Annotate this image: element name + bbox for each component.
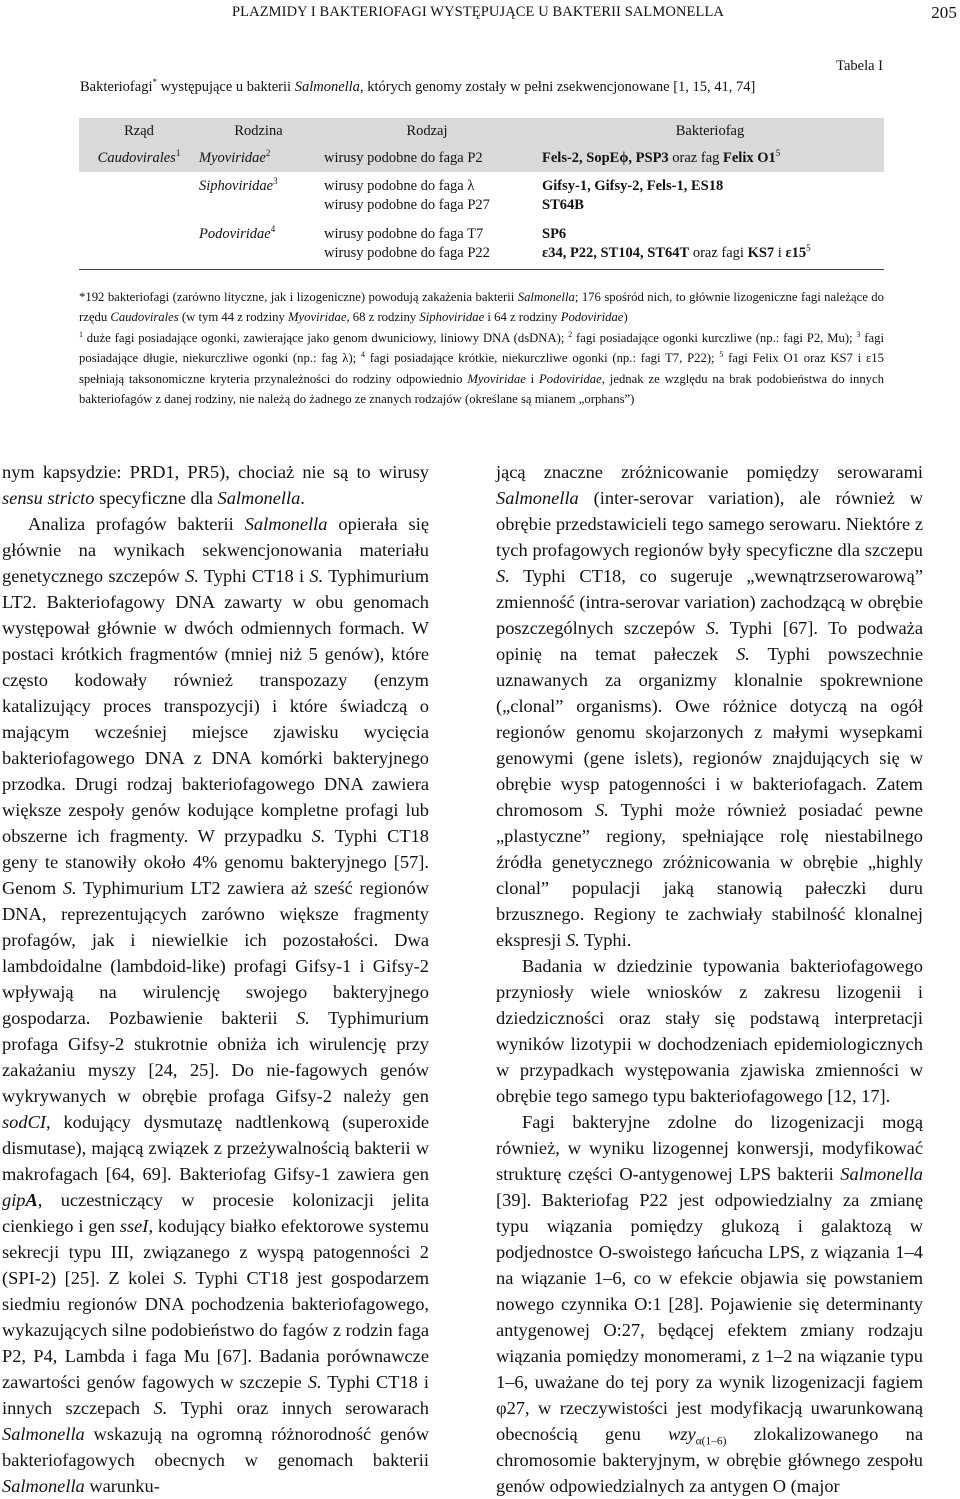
table-header-row [79,118,884,145]
cell-phage: SP6 ε34, P22, ST104, ST64T oraz fagi KS7 i $\varepsilon 15^5$ [542,226,811,261]
table-row [79,145,884,172]
header-cell-phage: Bakteriofag [536,118,884,145]
header-cell-genus: Rodzaj [318,118,536,145]
header-cell-family: Rodzina [199,118,318,145]
table-caption: Bakteriofagi* występujące u bakterii Salmonella, których genomy zostały w pełni zsekwencjonowane [1, 15, 41, 74] [80,77,756,95]
table-row [79,221,884,270]
cell-phage: Gifsy-1, Gifsy-2, Fels-1, ES18 ST64B [542,178,724,213]
cell-genus: wirusy podobne do faga λ wirusy podobne do faga P27 [324,178,490,213]
body-column-left [2,459,429,1499]
running-title: PLAZMIDY I BAKTERIOFAGI WYSTĘPUJĄCE U BAKTERII SALMONELLA [232,4,724,20]
body-column-right [496,459,923,1499]
table-row [79,172,884,221]
cell-family: Podoviridae$^4$ [199,224,276,242]
cell-order [79,221,199,270]
running-head [232,3,957,22]
cell-family: Siphoviridae$^3$ [199,176,278,194]
table-footnote: *192 bakteriofagi (zarówno lityczne, jak i lizogeniczne) powodują zakażenia bakterii Salmonella; 176 spośród nich, to głównie lizogeniczne fagi należące do rzędu Caudovirales (w tym 44 z rodziny Myoviridae, 68 z rodziny Siphoviridae i 64 z rodziny Podoviridae) $^1$ duże fagi posiadające ogonki, zawierające jako genom dwuniciowy, liniowy DNA (dsDNA); $^2$ fagi posiadające ogonki kurczliwe (np.: fagi P2, Mu); $^3$ fagi posiadające długie, niekurczliwe ogonki (np.: fag λ); $^4$ fagi posiadające krótkie, niekurczliwe ogonki (np.: fagi T7, P22); $^5$ fagi Felix O1 oraz KS7 i ε15 spełniają taksonomiczne kryteria przynależności do rodziny odpowiednio Myoviridae i Podoviridae, jednak ze względu na brak podobieństwa do innych bakteriofagów z danej rodziny, nie należą do żadnego ze znanych rodzajów (określane są mianem „orphans”) [79,290,885,407]
cell-genus: wirusy podobne do faga T7 wirusy podobne do faga P22 [324,226,490,261]
header-cell-order: Rząd [79,118,199,145]
paragraph: nym kapsydzie: PRD1, PR5), chociaż nie są to wirusy sensu stricto specyficzne dla Salmonella. [2,462,429,508]
page-number: 205 [931,3,957,22]
cell-order [79,172,199,221]
paragraph: jącą znaczne zróżnicowanie pomiędzy serowarami Salmonella (inter-serovar variation), ale również w obrębie przedstawicieli tego samego serowaru. Niektóre z tych profagowych regionów były specyficzne dla szczepu S. Typhi CT18, co sugeruje „wewnątrzserowarową” zmienność (intra-serovar variation) zachodzącą w obrębie poszczególnych szczepów S. Typhi [67]. To podważa opinię na temat pałeczek S. Typhi powszechnie uznawanych za organizmy klonalnie spokrewnione („clonal” organisms). Owe różnice dotyczą na ogół regionów genomu skojarzonych z małymi wysepkami genowymi (gene islets), regionów znajdujących się w obrębie wysp patogenności i w bakteriofagach. Zatem chromosom S. Typhi może również posiadać pewne „plastyczne” regiony, spełniające rolę niestabilnego źródła genetycznego zróżnicowania w obrębie „highly clonal” populacji jaką stanowią pałeczki duru brzusznego. Regiony te zachwiały stabilność klonalnej ekspresji S. Typhi. [496,462,923,950]
paragraph: Fagi bakteryjne zdolne do lizogenizacji mogą również, w wyniku lizogennej konwersji, modyfikować strukturę części O-antygenowej LPS bakterii Salmonella [39]. Bakteriofag P22 jest odpowiedzialny za zmianę typu wiązania pomiędzy glukozą i galaktozą w podjednostce O-swoistego łańcucha LPS, z wiązania 1–4 na wiązanie 1–6, co w efekcie objawia się powstaniem nowego czynnika O:1 [28]. Pojawienie się determinanty antygenowej O:27, będącej efektem zmiany rodzaju wiązania pomiędzy monomerami, z 1–2 na wiązanie typu 1–6, uważane do tej pory za wynik lizogenizacji fagiem φ27, w rzeczywistości jest modyfikacją uwarunkowaną obecnością genu wzy$_{\alpha(1-6)}$ zlokalizowanego na chromosomie bakteryjnym, w obrębie głównego zespołu genów odpowiedzialnych za antygen O (major [496,1112,923,1496]
cell-phage: Fels-2, SopEϕ, PSP3 oraz fag Felix $O1^5$ [536,145,884,172]
table-label: Tabela I [836,58,883,74]
paragraph: Analiza profagów bakterii Salmonella opierała się głównie na wynikach sekwencjonowania materiału genetycznego szczepów S. Typhi CT18 i S. Typhimurium LT2. Bakteriofagowy DNA zawarty w obu genomach występował głównie w dwóch odmiennych formach. W postaci krótkich fragmentów (mniej niż 5 genów), które często kodowały również transpozazy (enzym katalizujący proces transpozycji) i które świadczą o mającym wcześniej miejsce zjawisku wycięcia bakteriofagowego DNA z DNA komórki bakteryjnego przodka. Drugi rodzaj bakteriofagowego DNA zawiera większe zespoły genów kodujące kompletne profagi lub obszerne ich fragmenty. W przypadku S. Typhi CT18 geny te stanowiły około 4% genomu bakteryjnego [57]. Genom S. Typhimurium LT2 zawiera aż sześć regionów DNA, reprezentujących zarówno większe fragmenty profagów, jak i niewielkie ich pozostałości. Dwa lambdoidalne (lambdoid-like) profagi Gifsy-1 i Gifsy-2 wpływają na wirulencję swojego bakteryjnego gospodarza. Pozbawienie bakterii S. Typhimurium profaga Gifsy-2 stukrotnie obniża ich wirulencję przy zakażaniu myszy [24, 25]. Do nie-fagowych genów wykrywanych w obrębie profaga Gifsy-2 należy gen sodCI, kodujący dysmutazę nadtlenkową (superoxide dismutase), mającą związek z przeżywalnością bakterii w makrofagach [64, 69]. Bakteriofag Gifsy-1 zawiera gen gipA, uczestniczący w procesie kolonizacji jelita cienkiego i gen sseI, kodujący białko efektorowe systemu sekrecji typu III, związanego z wyspą patogenności 2 (SPI-2) [25]. Z kolei S. Typhi CT18 jest gospodarzem siedmiu regionów DNA pochodzenia bakteriofagowego, wykazujących silne podobieństwo do fagów z rodzin faga P2, P4, Lambda i faga Mu [67]. Badania porównawcze zawartości genów fagowych w szczepie S. Typhi CT18 i innych szczepach S. Typhi oraz innych serowarach Salmonella wskazują na ogromną różnorodność genów bakteriofagowych obecnych w genomach bakterii Salmonella warunku- [2,514,429,1496]
cell-family: Myoviridae$^2$ [199,145,318,172]
cell-genus: wirusy podobne do faga P2 [318,145,536,172]
phage-table [79,118,884,270]
cell-order: Caudovirales$^1$ [79,145,199,172]
paragraph: Badania w dziedzinie typowania bakteriofagowego przyniosły wiele wniosków z zakresu lizogenii i dziedziczności oraz stały się podstawą interpretacji wyników lizotypii w dochodzeniach epidemiologicznych w przypadkach występowania zjawiska zmienności w obrębie tego samego typu bakteriofagowego [12, 17]. [496,956,923,1106]
